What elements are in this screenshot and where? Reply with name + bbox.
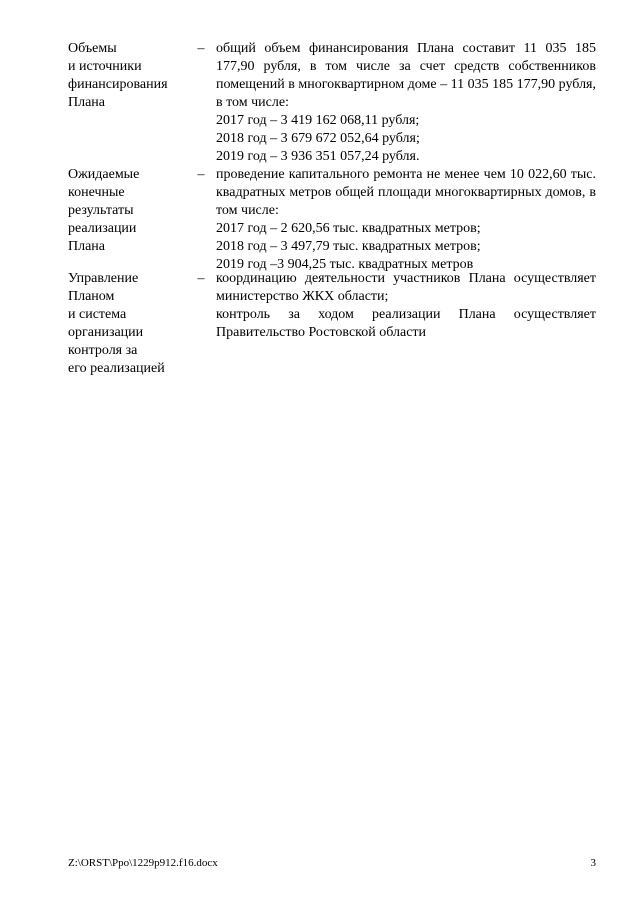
row-content: [216, 270, 596, 342]
content-paragraph: 2017 год – 2 620,56 тыс. квадратных метров;: [216, 221, 481, 236]
table-row-financing: [68, 40, 596, 166]
content-paragraph: 2018 год – 3 497,79 тыс. квадратных метров;: [216, 239, 481, 254]
label-line: Плана: [68, 239, 106, 254]
label-line: Ожидаемые: [68, 167, 140, 182]
row-dash: –: [197, 271, 205, 286]
label-line: и источники: [68, 59, 142, 74]
row-dash: –: [197, 41, 205, 56]
row-content: [216, 166, 596, 274]
row-label: [68, 270, 186, 378]
row-content: [216, 40, 596, 166]
label-line: Планом: [68, 289, 115, 304]
row-dash: –: [197, 167, 205, 182]
content-paragraph: 2017 год – 3 419 162 068,11 рубля;: [216, 113, 420, 128]
content-paragraph: 2018 год – 3 679 672 052,64 рубля;: [216, 131, 420, 146]
content-paragraph: проведение капитального ремонта не менее чем 10 022,60 тыс. квадратных метров общей площади многоквартирных домов, в том числе:: [216, 167, 596, 218]
label-line: Объемы: [68, 41, 117, 56]
content-paragraph: координацию деятельности участников Плана осуществляет министерство ЖКХ области;: [216, 271, 596, 304]
row-label: [68, 40, 186, 112]
label-line: результаты: [68, 203, 134, 218]
content-paragraph: 2019 год –3 904,25 тыс. квадратных метров: [216, 257, 474, 272]
table-row-management: [68, 270, 596, 378]
label-line: и система: [68, 307, 127, 322]
label-line: Плана: [68, 95, 106, 110]
passport-table: [68, 40, 596, 378]
label-line: организации: [68, 325, 144, 340]
label-line: его реализацией: [68, 361, 165, 376]
label-line: конечные: [68, 185, 125, 200]
page-number: 3: [590, 857, 596, 869]
content-paragraph: общий объем финансирования Плана составит 11 035 185 177,90 рубля, в том числе за счет средств собственников помещений в многоквартирном доме – 11 035 185 177,90 рубля, в том числе:: [216, 41, 596, 110]
footer-file-path: Z:\ORST\Ppo\1229p912.f16.docx: [68, 857, 218, 869]
label-line: Управление: [68, 271, 139, 286]
label-line: контроля за: [68, 343, 138, 358]
table-row-results: [68, 166, 596, 270]
label-line: реализации: [68, 221, 137, 236]
content-paragraph: контроль за ходом реализации Плана осуществляет Правительство Ростовской области: [216, 307, 596, 340]
row-label: [68, 166, 186, 256]
label-line: финансирования: [68, 77, 168, 92]
content-paragraph: 2019 год – 3 936 351 057,24 рубля.: [216, 149, 420, 164]
